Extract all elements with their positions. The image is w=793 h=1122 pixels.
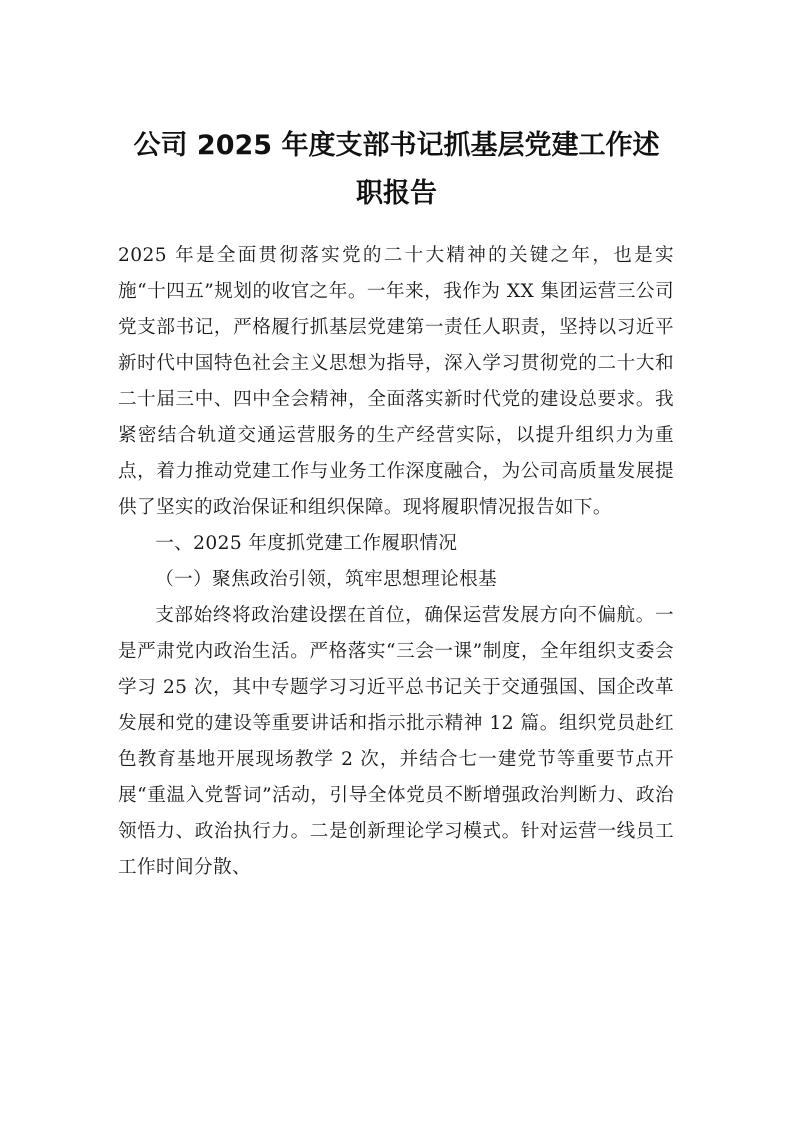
intro-paragraph: 2025 年是全面贯彻落实党的二十大精神的关键之年，也是实施“十四五”规划的收官之年。一年来，我作为 XX 集团运营三公司党支部书记，严格履行抓基层党建第一责任人职责，坚持以习近平新时代中国特色社会主义思想为指导，深入学习贯彻党的二十大和二十届三中、四中全会精神，全面落实新时代党的建设总要求。我紧密结合轨道交通运营服务的生产经营实际，以提升组织力为重点，着力推动党建工作与业务工作深度融合，为公司高质量发展提供了坚实的政治保证和组织保障。现将履职情况报告如下。 [118,245,674,518]
section-heading: 一、2025 年度抓党建工作履职情况 [155,533,458,554]
document-title-line-2: 职报告 [356,178,437,209]
document-title-line-1: 公司 2025 年度支部书记抓基层党建工作述 [133,130,660,161]
document-body [118,238,674,886]
subsection-paragraph: 支部始终将政治建设摆在首位，确保运营发展方向不偏航。一是严肃党内政治生活。严格落实“三会一课”制度，全年组织支委会学习 25 次，其中专题学习习近平总书记关于交通强国、国企改革发展和党的建设等重要讲话和指示批示精神 12 篇。组织党员赴红色教育基地开展现场教学 2 次，并结合七一建党节等重要节点开展“重温入党誓词”活动，引导全体党员不断增强政治判断力、政治领悟力、政治执行力。二是创新理论学习模式。针对运营一线员工工作时间分散、 [118,605,674,878]
subsection-heading: （一）聚焦政治引领，筑牢思想理论根基 [155,569,498,590]
